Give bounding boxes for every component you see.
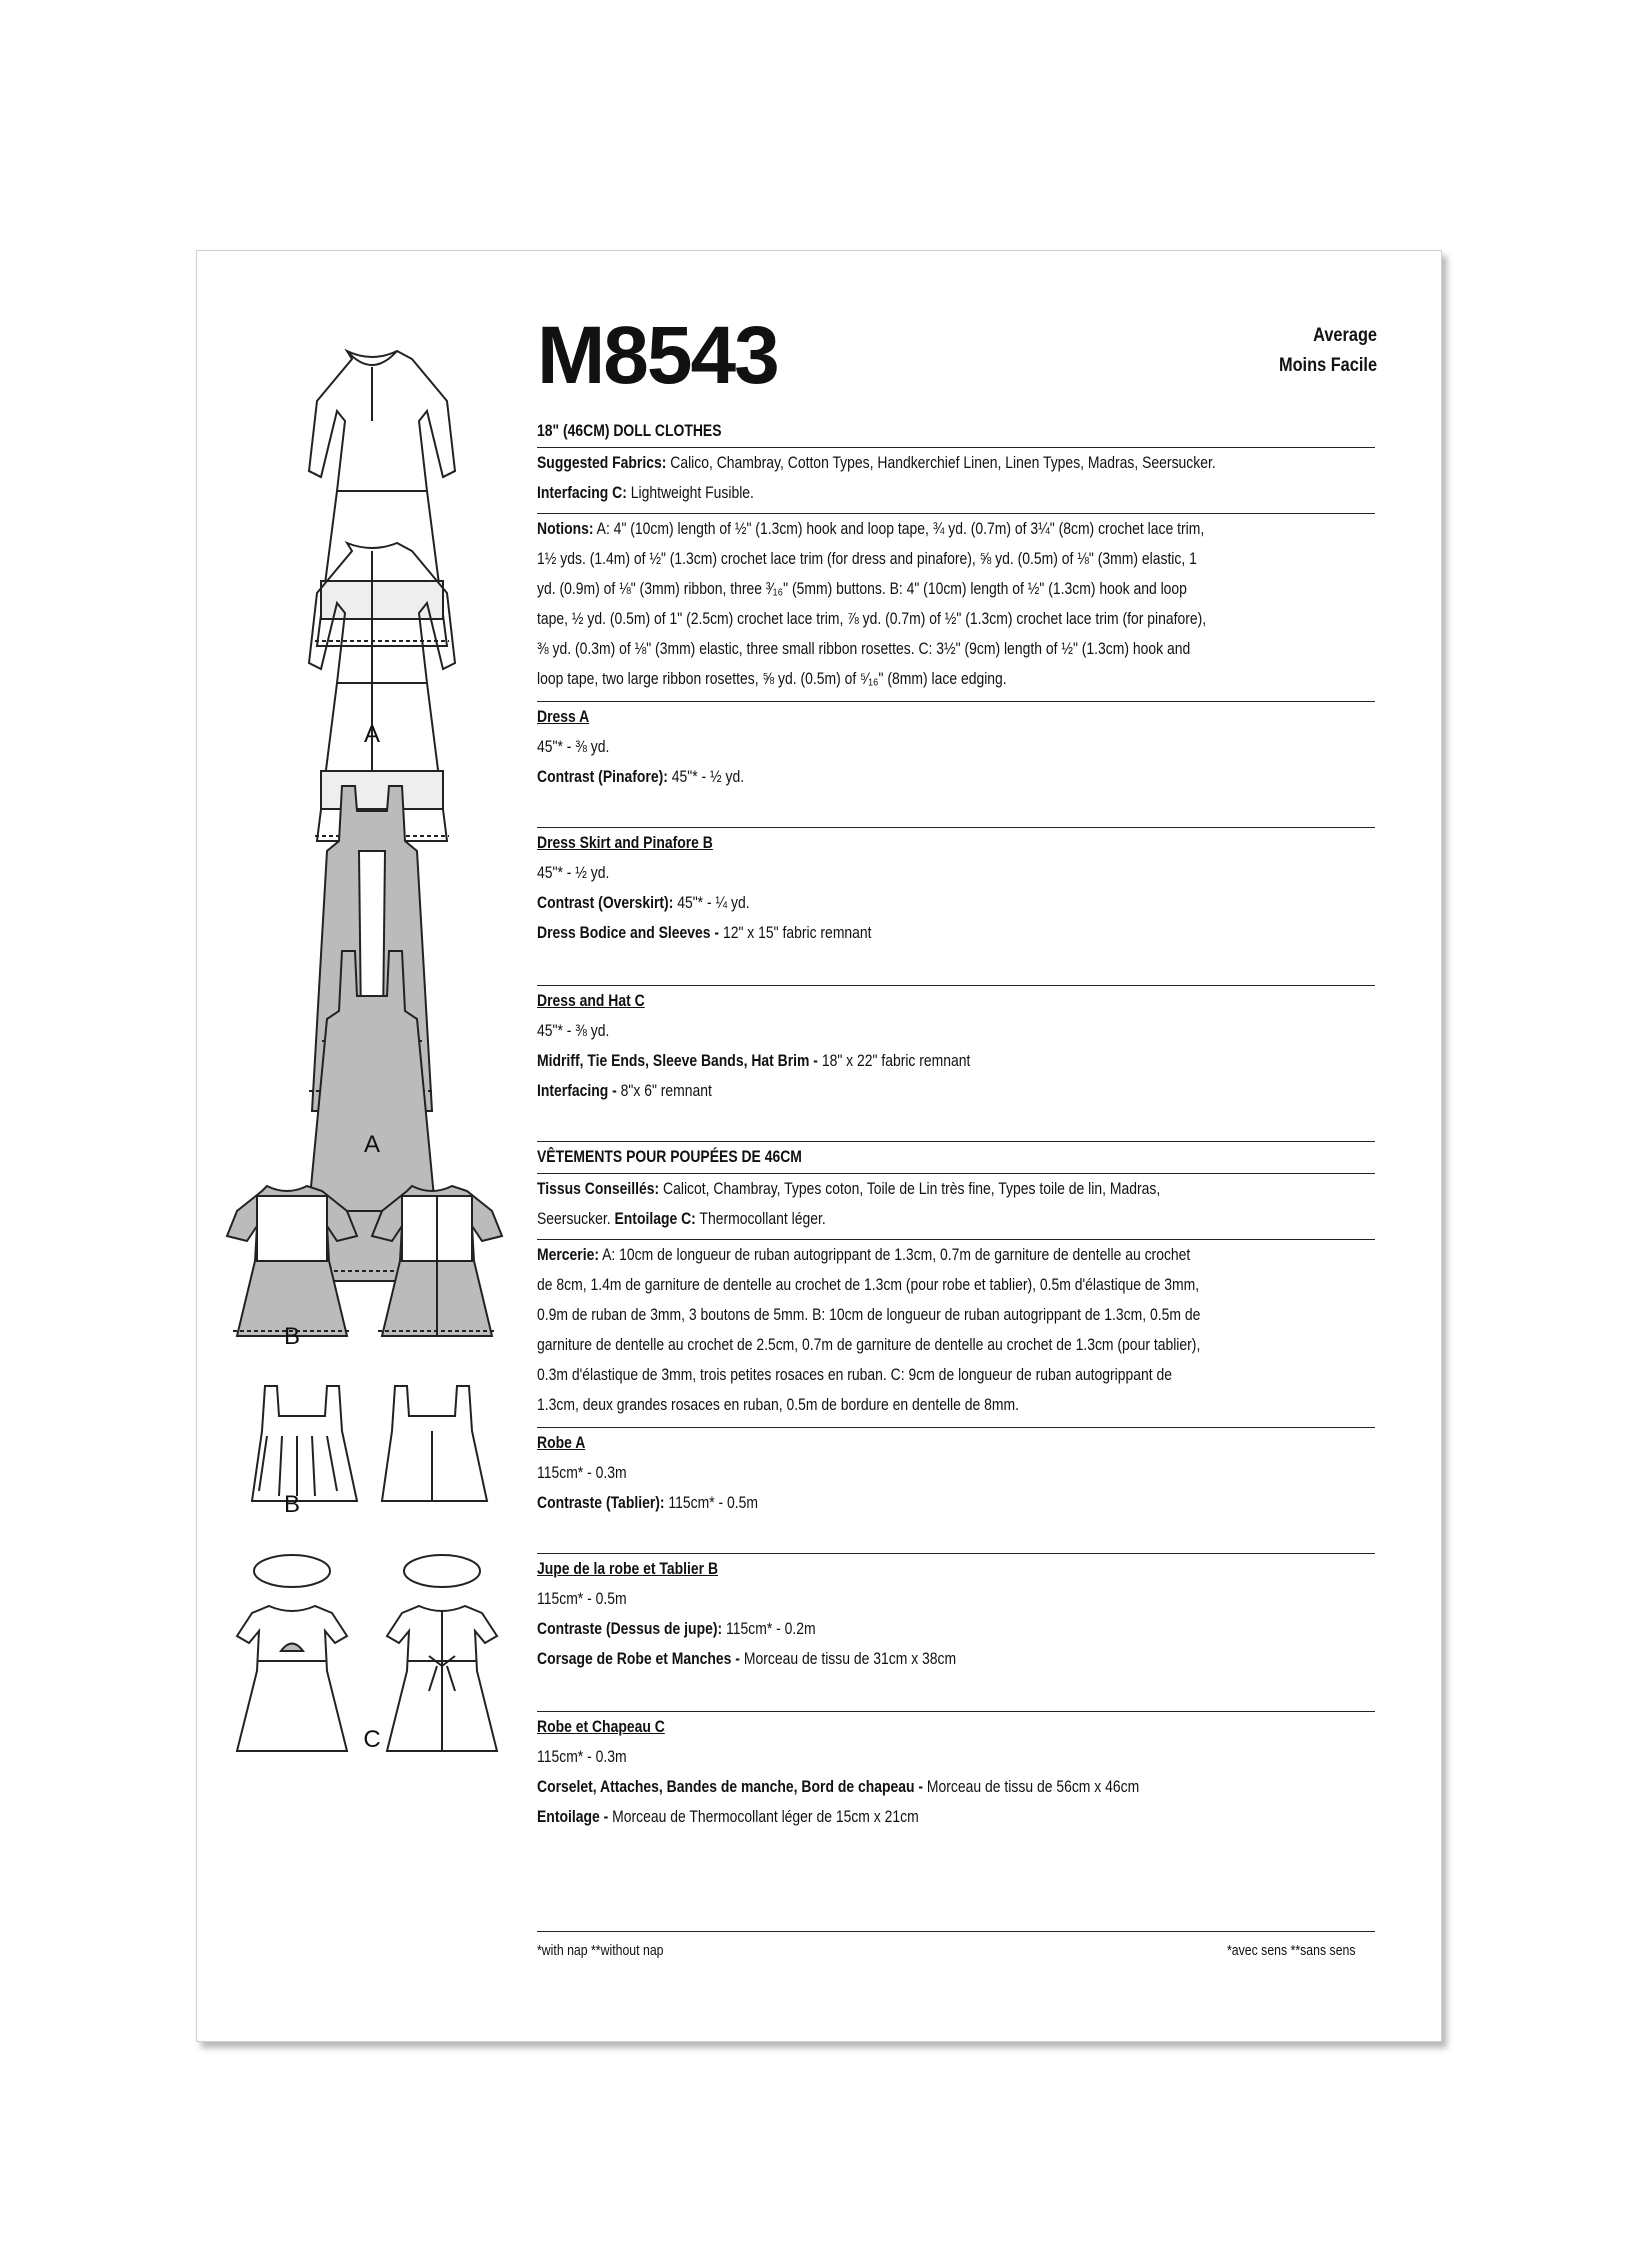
robe-b-bodice-value: Morceau de tissu de 31cm x 38cm (743, 1649, 957, 1668)
robe-c-interfacing-label: Entoilage - (537, 1807, 609, 1826)
dress-b-yardage (537, 827, 1375, 948)
english-title-block (537, 416, 1375, 446)
view-letter-b: B (283, 1323, 300, 1350)
dress-b-bodice-value: 12" x 15" fabric remnant (722, 923, 872, 942)
tissus-text: Calicot, Chambray, Types coton, Toile de Lin très fine, Types toile de lin, Madras, (663, 1179, 1161, 1198)
mercerie-line: de 8cm, 1.4m de garniture de dentelle au crochet de 1.3cm (pour robe et tablier), 0.5m d'élastique de 3mm, (537, 1275, 1200, 1294)
dress-b-contrast-value: 45"* - ¼ yd. (677, 893, 750, 912)
french-fabrics-block (537, 1173, 1375, 1234)
view-letter-a: A (363, 1131, 380, 1158)
mercerie-line: 1.3cm, deux grandes rosaces en ruban, 0.5m de bordure en dentelle de 8mm. (537, 1395, 1019, 1414)
dress-c-front-illustration (237, 1555, 347, 1751)
french-mercerie-block (537, 1239, 1375, 1420)
dress-a-front-illustration (309, 351, 455, 646)
notions-line: tape, ½ yd. (0.5m) of 1" (2.5cm) crochet lace trim, ⅞ yd. (0.7m) of ½" (1.3cm) crochet lace trim (for pinafore), (537, 609, 1207, 628)
dress-c-midriff-value: 18" x 22" fabric remnant (821, 1051, 971, 1070)
notions-line: ⅜ yd. (0.3m) of ⅛" (3mm) elastic, three small ribbon rosettes. C: 3½" (9cm) length of ½" (1.3cm) hook and (537, 639, 1191, 658)
robe-c-corselet-value: Morceau de tissu de 56cm x 46cm (926, 1777, 1140, 1796)
robe-c-fabric: 115cm* - 0.3m (537, 1747, 627, 1766)
robe-b-heading: Jupe de la robe et Tablier B (537, 1559, 719, 1578)
notions-line: yd. (0.9m) of ⅛" (3mm) ribbon, three ³⁄₁₆" (5mm) buttons. B: 4" (10cm) length of ½" (1.3cm) hook and loop (537, 579, 1187, 598)
view-letter-b: B (283, 1491, 300, 1518)
footer-rule (537, 1931, 1375, 1932)
dress-c-yardage (537, 985, 1375, 1106)
robe-c-interfacing-value: Morceau de Thermocollant léger de 15cm x 21cm (612, 1807, 919, 1826)
tissus-label: Tissus Conseillés: (537, 1179, 660, 1198)
fabrics-label: Suggested Fabrics: (537, 453, 667, 472)
interfacing-label: Interfacing C: (537, 483, 627, 502)
robe-b-contrast-value: 115cm* - 0.2m (726, 1619, 816, 1638)
difficulty-rating (1279, 321, 1377, 381)
view-letter-a: A (363, 721, 380, 748)
robe-a-heading: Robe A (537, 1433, 586, 1452)
mercerie-line: 0.3m d'élastique de 3mm, trois petites rosaces en ruban. C: 9cm de longueur de ruban autogrippant de (537, 1365, 1172, 1384)
dress-b-heading: Dress Skirt and Pinafore B (537, 833, 713, 852)
english-fabrics-block (537, 447, 1375, 508)
entoilage-text: Thermocollant léger. (699, 1209, 826, 1228)
robe-b-fabric: 115cm* - 0.5m (537, 1589, 627, 1608)
robe-b-contrast-label: Contraste (Dessus de jupe): (537, 1619, 723, 1638)
dress-a-yardage (537, 701, 1375, 792)
notions-label: Notions: (537, 519, 594, 538)
entoilage-label: Entoilage C: (614, 1209, 696, 1228)
robe-c-corselet-label: Corselet, Attaches, Bandes de manche, Bord de chapeau - (537, 1777, 924, 1796)
dress-c-heading: Dress and Hat C (537, 991, 645, 1010)
english-title: 18" (46CM) DOLL CLOTHES (537, 421, 722, 440)
french-title-block (537, 1141, 1375, 1172)
dress-c-interfacing-label: Interfacing - (537, 1081, 617, 1100)
robe-b-bodice-label: Corsage de Robe et Manches - (537, 1649, 740, 1668)
pinafore-b-back-illustration (382, 1386, 487, 1501)
dress-c-fabric: 45"* - ⅜ yd. (537, 1021, 610, 1040)
dress-a-fabric: 45"* - ⅜ yd. (537, 737, 610, 756)
notions-line: A: 4" (10cm) length of ½" (1.3cm) hook and loop tape, ¾ yd. (0.7m) of 3¼" (8cm) crochet lace trim, (596, 519, 1205, 538)
robe-c-heading: Robe et Chapeau C (537, 1717, 665, 1736)
mercerie-line: A: 10cm de longueur de ruban autogrippant de 1.3cm, 0.7m de garniture de dentelle au crochet (602, 1245, 1191, 1264)
dress-a-contrast-label: Contrast (Pinafore): (537, 767, 668, 786)
dress-c-back-illustration (387, 1555, 497, 1751)
difficulty-english: Average (1313, 325, 1377, 346)
footer-nap-note-english: *with nap **without nap (537, 1942, 664, 1959)
mercerie-label: Mercerie: (537, 1245, 599, 1264)
notions-line: 1½ yds. (1.4m) of ½" (1.3cm) crochet lace trim (for dress and pinafore), ⅝ yd. (0.5m) of ⅛" (3mm) elastic, 1 (537, 549, 1197, 568)
footer-nap-note-french: *avec sens **sans sens (1227, 1942, 1356, 1959)
english-notions-block (537, 513, 1375, 694)
dress-c-interfacing-value: 8"x 6" remnant (620, 1081, 712, 1100)
illustrations-column (197, 251, 537, 2041)
dress-a-heading: Dress A (537, 707, 590, 726)
dress-a-contrast-value: 45"* - ½ yd. (671, 767, 745, 786)
mercerie-line: 0.9m de ruban de 3mm, 3 boutons de 5mm. B: 10cm de longueur de ruban autogrippant de 1.3cm, 0.5m de (537, 1305, 1201, 1324)
robe-a-yardage (537, 1427, 1375, 1518)
robe-a-fabric: 115cm* - 0.3m (537, 1463, 627, 1482)
dress-b-bodice-label: Dress Bodice and Sleeves - (537, 923, 720, 942)
robe-a-contrast-value: 115cm* - 0.5m (668, 1493, 759, 1512)
interfacing-text: Lightweight Fusible. (630, 483, 754, 502)
robe-a-contrast-label: Contraste (Tablier): (537, 1493, 665, 1512)
dress-b-contrast-label: Contrast (Overskirt): (537, 893, 674, 912)
pattern-number: M8543 (537, 310, 778, 401)
mercerie-line: garniture de dentelle au crochet de 2.5cm, 0.7m de garniture de dentelle au crochet de 1.3cm (pour tablier), (537, 1335, 1201, 1354)
dress-c-midriff-label: Midriff, Tie Ends, Sleeve Bands, Hat Brim - (537, 1051, 818, 1070)
notions-line: loop tape, two large ribbon rosettes, ⅝ yd. (0.5m) of ⁵⁄₁₆" (8mm) lace edging. (537, 669, 1007, 688)
fabrics-text: Calico, Chambray, Cotton Types, Handkerchief Linen, Linen Types, Madras, Seersucker. (670, 453, 1216, 472)
view-letter-c: C (363, 1726, 381, 1753)
pinafore-b-front-illustration (252, 1386, 357, 1501)
robe-b-yardage (537, 1553, 1375, 1674)
robe-c-yardage (537, 1711, 1375, 1832)
tissus-text: Seersucker. (537, 1209, 611, 1228)
pattern-back-sheet (196, 250, 1442, 2042)
french-title: VÊTEMENTS POUR POUPÉES DE 46CM (537, 1147, 802, 1166)
difficulty-french: Moins Facile (1278, 355, 1377, 376)
dress-b-fabric: 45"* - ½ yd. (537, 863, 610, 882)
